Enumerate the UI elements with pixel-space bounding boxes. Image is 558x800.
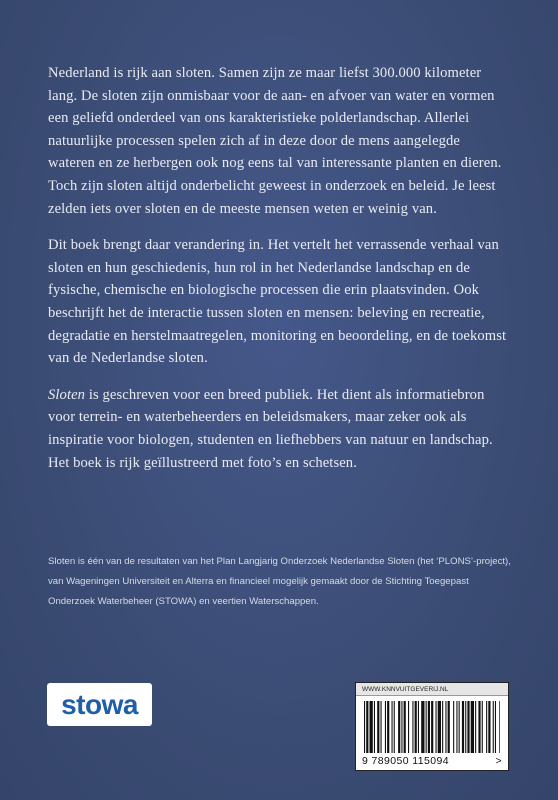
barcode-icon [364, 701, 500, 753]
isbn-digits: 9 789050 115094 [362, 755, 449, 767]
publisher-url: WWW.KNNVUITGEVERIJ.NL [356, 683, 508, 696]
blurb-paragraph-1: Nederland is rijk aan sloten. Samen zijn ze maar liefst 300.000 kilometer lang. De sloten zijn onmisbaar voor de aan- en afvoer van water en vormen een geliefd onderdeel van ons karakteristieke polderlandschap. Allerlei natuurlijke processen spelen zich af in deze door de mens aangelegde wateren en ze herbergen ook nog eens tal van interessante planten en dieren. Toch zijn sloten altijd onderbelicht geweest in onderzoek en beleid. Je leest zelden iets over sloten en de meeste mensen weten er weinig van. [48, 65, 502, 217]
project-credits: Sloten is één van de resultaten van het Plan Langjarig Onderzoek Nederlandse Sloten (het ‘PLONS’-project), van Wageningen Universiteit en Alterra en financieel mogelijk gemaakt door de Stichting Toegepast Onderzoek Waterbeheer (STOWA) en veertien Waterschappen. [48, 556, 511, 607]
stowa-logo [47, 683, 152, 726]
barcode-panel [355, 682, 509, 771]
stowa-logo-text: stowa [61, 688, 138, 720]
isbn-trailer: > [495, 755, 502, 767]
isbn-number [362, 755, 502, 767]
blurb-paragraph-3 [48, 384, 510, 474]
blurb [48, 62, 510, 474]
blurb-paragraph-3-text: is geschreven voor een breed publiek. Het dient als informatiebron voor terrein- en waterbeheerders en beleidsmakers, maar zeker ook als inspiratie voor biologen, studenten en liefhebbers van natuur en landschap. Het boek is rijk geïllustreerd met foto’s en schetsen. [48, 386, 493, 471]
blurb-paragraph-2: Dit boek brengt daar verandering in. Het vertelt het verrassende verhaal van sloten en hun geschiedenis, hun rol in het Nederlandse landschap en de fysische, chemische en biologische processen die erin plaatsvinden. Ook beschrijft het de interactie tussen sloten en mensen: beleving en recreatie, degradatie en herstelmaatregelen, monitoring en beoordeling, en de toekomst van de Nederlandse sloten. [48, 237, 507, 367]
book-title-inline: Sloten [48, 386, 86, 403]
